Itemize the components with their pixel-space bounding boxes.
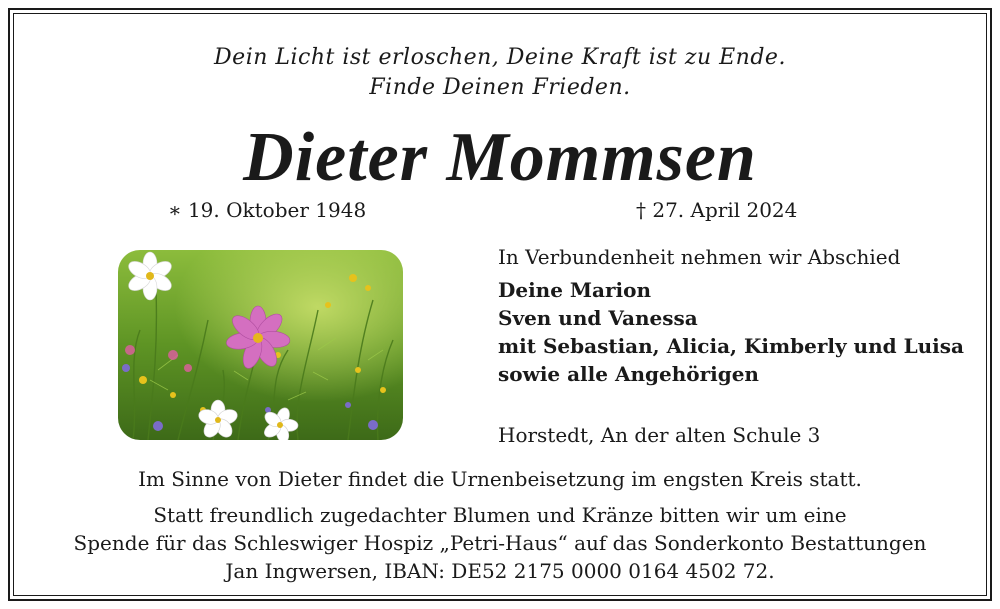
donation-line: Jan Ingwersen, IBAN: DE52 2175 0000 0164 4502 72. xyxy=(225,559,775,583)
mourners-address: Horstedt, An der alten Schule 3 xyxy=(498,423,821,447)
donation-line: Statt freundlich zugedachter Blumen und Kränze bitten wir um eine xyxy=(153,503,847,527)
mourner-line: Sven und Vanessa xyxy=(498,306,698,330)
deceased-name: Dieter Mommsen xyxy=(243,119,757,196)
donation-line: Spende für das Schleswiger Hospiz „Petri-Haus“ auf das Sonderkonto Bestattungen xyxy=(73,531,927,555)
mourner-line: Deine Marion xyxy=(498,278,652,302)
motto-line-1: Dein Licht ist erloschen, Deine Kraft ist zu Ende. xyxy=(214,45,786,70)
birth-date: ∗ 19. Oktober 1948 xyxy=(168,198,367,222)
mourner-line: sowie alle Angehörigen xyxy=(498,362,759,386)
mourner-line: mit Sebastian, Alicia, Kimberly und Luisa xyxy=(498,334,964,358)
motto-line-2: Finde Deinen Frieden. xyxy=(369,75,631,100)
mourners-intro: In Verbundenheit nehmen wir Abschied xyxy=(498,245,901,269)
wildflower-meadow-icon xyxy=(118,250,403,440)
burial-notice: Im Sinne von Dieter findet die Urnenbeisetzung im engsten Kreis statt. xyxy=(138,467,862,491)
death-date: † 27. April 2024 xyxy=(636,198,798,222)
